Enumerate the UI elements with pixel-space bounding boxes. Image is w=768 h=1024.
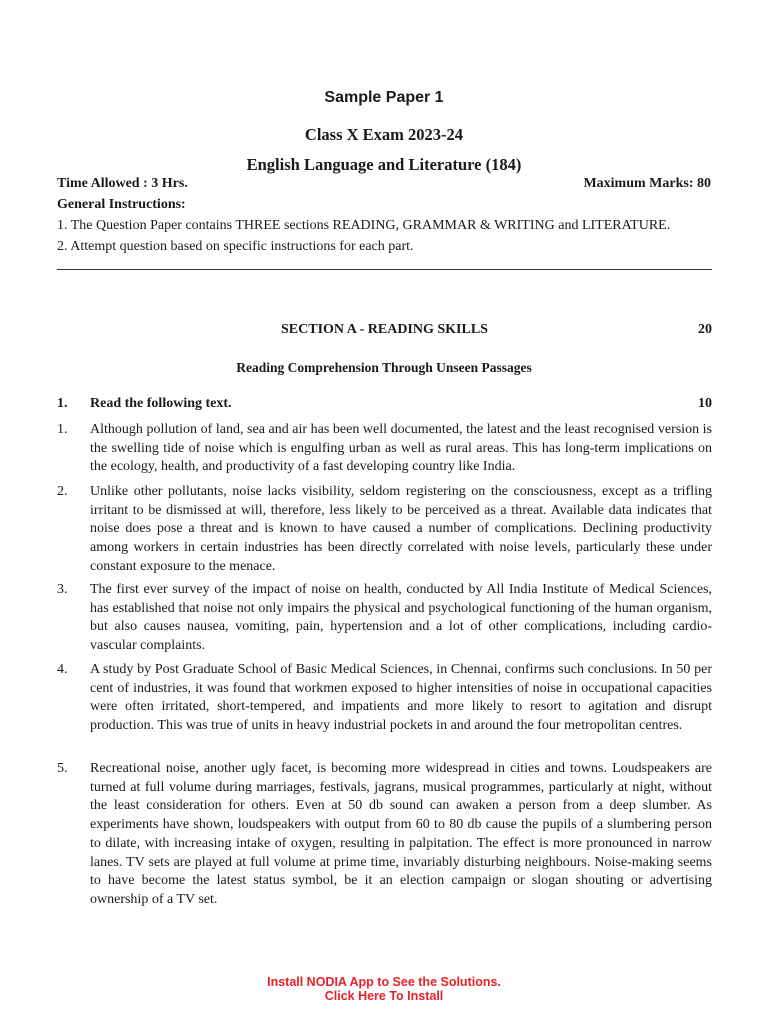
- time-allowed: Time Allowed : 3 Hrs.: [57, 176, 188, 191]
- section-marks: 20: [698, 322, 712, 337]
- install-app-link[interactable]: Click Here To Install: [324, 989, 444, 1003]
- paragraph-text: A study by Post Graduate School of Basic Medical Sciences, in Chennai, confirms such conclusions. In 50 per cent of industries, it was found that workmen exposed to higher intensities of noise in occupational capacities were often irritated, short-tempered, and impatients and more likely to resort to agitation and disrupt production. This was true of units in heavy industrial pockets in and around the four metropolitan centres.: [90, 662, 712, 734]
- meta-row: [57, 176, 711, 192]
- install-app-text[interactable]: Install NODIA App to See the Solutions.: [267, 975, 501, 989]
- instruction-1: 1. The Question Paper contains THREE sections READING, GRAMMAR & WRITING and LITERATURE.: [57, 218, 671, 233]
- question-marks: 10: [698, 396, 712, 411]
- passage-paragraph-5: [57, 760, 712, 910]
- paragraph-number: 4.: [57, 662, 68, 677]
- passage-paragraph-4: [57, 661, 712, 736]
- passage-paragraph-1: [57, 421, 712, 477]
- question-number: 1.: [57, 396, 68, 411]
- paper-title: Sample Paper 1: [324, 89, 444, 106]
- paragraph-number: 1.: [57, 422, 68, 437]
- paragraph-number: 3.: [57, 582, 68, 597]
- passage-paragraph-2: [57, 483, 712, 577]
- subject-title: English Language and Literature (184): [246, 155, 522, 174]
- paragraph-text: Unlike other pollutants, noise lacks visibility, seldom registering on the consciousness, except as a trifling irritant to be dismissed at will, therefore, less likely to be perceived as a threat. Available data indicates that noise does pose a threat and is known to have caused a number of complications. Declining productivity among workers in certain industries has been directly correlated with noise levels, particularly these under constant exposure to the menace.: [90, 484, 712, 574]
- maximum-marks: Maximum Marks: 80: [583, 176, 711, 191]
- paragraph-text: Recreational noise, another ugly facet, is becoming more widespread in cities and towns. Loudspeakers are turned at full volume during marriages, festivals, jagrans, musical programmes, particularly at night, without the least consideration for others. Even at 50 db sound can awaken a person from a deep slumber. As experiments have shown, loudspeakers with output from 60 to 80 db cause the pupils of a slumbering person to dilate, with increasing intake of oxygen, resulting in palpitation. The effect is more pronounced in narrow lanes. TV sets are played at full volume at prime time, invariably disturbing neighbours. Noise-making seems to have become the latest status symbol, be it an election campaign or slogan shouting or advertising ownership of a TV set.: [90, 761, 712, 907]
- paragraph-text: The first ever survey of the impact of noise on health, conducted by All India Institute of Medical Sciences, has established that noise not only impairs the physical and psychological functioning of the human organism, but also causes nausea, vomiting, pain, hypertension and a lot of other complications, including cardio-vascular complaints.: [90, 582, 712, 654]
- divider: [57, 269, 712, 270]
- paragraph-number: 5.: [57, 761, 68, 776]
- install-app-banner[interactable]: [0, 975, 768, 1003]
- paragraph-number: 2.: [57, 484, 68, 499]
- general-instructions-heading: General Instructions:: [57, 197, 186, 212]
- section-title: SECTION A - READING SKILLS: [281, 322, 488, 337]
- instruction-2: 2. Attempt question based on specific instructions for each part.: [57, 239, 414, 254]
- section-subheading: Reading Comprehension Through Unseen Passages: [236, 360, 532, 375]
- paragraph-text: Although pollution of land, sea and air has been well documented, the latest and the least recognised version is the swelling tide of noise which is engulfing urban as well as rural areas. This has long-term implications on the ecology, health, and productivity of a fast developing country like India.: [90, 422, 712, 475]
- passage-paragraph-3: [57, 581, 712, 656]
- question-text: Read the following text.: [90, 396, 232, 411]
- exam-title: Class X Exam 2023-24: [304, 125, 464, 144]
